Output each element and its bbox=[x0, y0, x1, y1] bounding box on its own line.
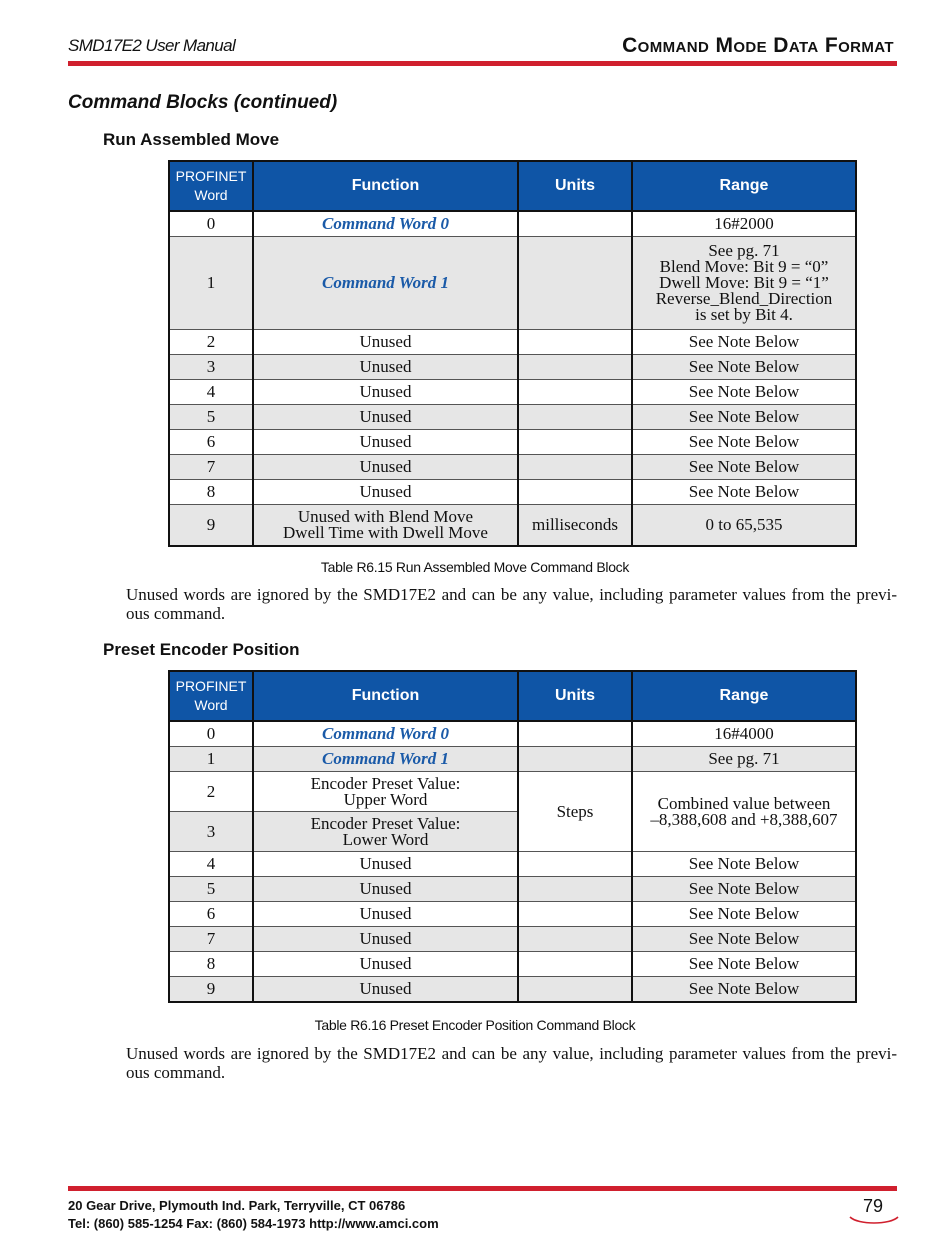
chapter-title: Command Mode Data Format bbox=[622, 34, 894, 57]
function-cell: Unused bbox=[253, 355, 518, 380]
word-cell: 0 bbox=[169, 211, 253, 237]
table2-caption: Table R6.16 Preset Encoder Position Command Block bbox=[314, 1017, 636, 1033]
function-cell: Unused bbox=[253, 405, 518, 430]
function-cell: Unused bbox=[253, 455, 518, 480]
table-row bbox=[169, 355, 856, 380]
range-cell: See Note Below bbox=[632, 455, 856, 480]
table1-note: Unused words are ignored by the SMD17E2 and can be any value, including parameter values from the previ-ous command. bbox=[126, 585, 897, 623]
function-cell: Command Word 0 bbox=[253, 721, 518, 747]
table-row bbox=[169, 877, 856, 902]
word-cell: 7 bbox=[169, 927, 253, 952]
table-row bbox=[169, 721, 856, 747]
footer-contact: Tel: (860) 585-1254 Fax: (860) 584-1973 http://www.amci.com bbox=[68, 1216, 439, 1231]
header-rule bbox=[68, 61, 897, 66]
footer-rule bbox=[68, 1186, 897, 1191]
table-row bbox=[169, 380, 856, 405]
units-cell bbox=[518, 480, 632, 505]
function-cell: Unused bbox=[253, 852, 518, 877]
header-units: Units bbox=[518, 161, 632, 211]
table-row bbox=[169, 902, 856, 927]
units-cell bbox=[518, 902, 632, 927]
word-cell: 9 bbox=[169, 977, 253, 1003]
range-cell: See Note Below bbox=[632, 330, 856, 355]
units-cell bbox=[518, 952, 632, 977]
table-row bbox=[169, 977, 856, 1003]
range-cell: 16#2000 bbox=[632, 211, 856, 237]
table-row bbox=[169, 455, 856, 480]
word-cell: 7 bbox=[169, 455, 253, 480]
range-cell: See Note Below bbox=[632, 977, 856, 1003]
word-cell: 9 bbox=[169, 505, 253, 547]
units-cell bbox=[518, 927, 632, 952]
range-cell: 0 to 65,535 bbox=[632, 505, 856, 547]
table-row bbox=[169, 480, 856, 505]
function-cell: Encoder Preset Value: Lower Word bbox=[253, 812, 518, 852]
header-range: Range bbox=[632, 671, 856, 721]
table-row bbox=[169, 952, 856, 977]
table-row bbox=[169, 747, 856, 772]
function-cell: Unused bbox=[253, 480, 518, 505]
units-cell bbox=[518, 852, 632, 877]
range-cell: See Note Below bbox=[632, 927, 856, 952]
units-cell: milliseconds bbox=[518, 505, 632, 547]
table-row bbox=[169, 772, 856, 812]
function-cell: Command Word 0 bbox=[253, 211, 518, 237]
table-row bbox=[169, 211, 856, 237]
units-cell bbox=[518, 405, 632, 430]
table1-title: Run Assembled Move bbox=[103, 130, 280, 149]
page-number: 79 bbox=[862, 1196, 884, 1216]
run-assembled-move-table bbox=[168, 160, 857, 547]
word-cell: 2 bbox=[169, 772, 253, 812]
function-cell: Command Word 1 bbox=[253, 237, 518, 330]
section-title: Command Blocks (continued) bbox=[68, 92, 338, 113]
table-row bbox=[169, 505, 856, 547]
word-cell: 1 bbox=[169, 237, 253, 330]
word-cell: 3 bbox=[169, 355, 253, 380]
range-cell: See Note Below bbox=[632, 355, 856, 380]
units-cell bbox=[518, 380, 632, 405]
table-header-row bbox=[169, 161, 856, 211]
table-row bbox=[169, 330, 856, 355]
units-cell bbox=[518, 747, 632, 772]
word-cell: 5 bbox=[169, 877, 253, 902]
word-cell: 6 bbox=[169, 902, 253, 927]
function-cell: Unused bbox=[253, 927, 518, 952]
function-cell: Unused bbox=[253, 380, 518, 405]
manual-title: SMD17E2 User Manual bbox=[68, 36, 236, 55]
units-cell bbox=[518, 355, 632, 380]
table-row bbox=[169, 237, 856, 330]
range-cell: See pg. 71 bbox=[632, 747, 856, 772]
range-cell: See Note Below bbox=[632, 380, 856, 405]
word-cell: 4 bbox=[169, 380, 253, 405]
range-cell: See Note Below bbox=[632, 480, 856, 505]
word-cell: 8 bbox=[169, 952, 253, 977]
range-cell: Combined value between –8,388,608 and +8,388,607 bbox=[632, 772, 856, 852]
range-cell: See pg. 71 Blend Move: Bit 9 = “0” Dwell Move: Bit 9 = “1” Reverse_Blend_Direction is set by Bit 4. bbox=[632, 237, 856, 330]
units-cell bbox=[518, 977, 632, 1003]
word-cell: 0 bbox=[169, 721, 253, 747]
header-units: Units bbox=[518, 671, 632, 721]
word-cell: 4 bbox=[169, 852, 253, 877]
units-cell: Steps bbox=[518, 772, 632, 852]
range-cell: See Note Below bbox=[632, 902, 856, 927]
range-cell: See Note Below bbox=[632, 877, 856, 902]
function-cell: Unused bbox=[253, 977, 518, 1003]
function-cell: Unused bbox=[253, 902, 518, 927]
header-profinet-word: PROFINET Word bbox=[169, 671, 253, 721]
table-header-row bbox=[169, 671, 856, 721]
word-cell: 1 bbox=[169, 747, 253, 772]
range-cell: See Note Below bbox=[632, 852, 856, 877]
table-row bbox=[169, 927, 856, 952]
header-profinet-word: PROFINET Word bbox=[169, 161, 253, 211]
word-cell: 5 bbox=[169, 405, 253, 430]
table2-title: Preset Encoder Position bbox=[103, 640, 300, 659]
table-row bbox=[169, 405, 856, 430]
header-function: Function bbox=[253, 161, 518, 211]
function-cell: Unused bbox=[253, 330, 518, 355]
units-cell bbox=[518, 330, 632, 355]
footer-address: 20 Gear Drive, Plymouth Ind. Park, Terryville, CT 06786 bbox=[68, 1198, 406, 1213]
header-function: Function bbox=[253, 671, 518, 721]
units-cell bbox=[518, 211, 632, 237]
table2-note: Unused words are ignored by the SMD17E2 and can be any value, including parameter values from the previ-ous command. bbox=[126, 1044, 897, 1082]
word-cell: 6 bbox=[169, 430, 253, 455]
function-cell: Unused bbox=[253, 952, 518, 977]
word-cell: 3 bbox=[169, 812, 253, 852]
function-cell: Unused with Blend Move Dwell Time with Dwell Move bbox=[253, 505, 518, 547]
word-cell: 8 bbox=[169, 480, 253, 505]
units-cell bbox=[518, 237, 632, 330]
range-cell: See Note Below bbox=[632, 430, 856, 455]
word-cell: 2 bbox=[169, 330, 253, 355]
range-cell: See Note Below bbox=[632, 405, 856, 430]
header-range: Range bbox=[632, 161, 856, 211]
table-row bbox=[169, 852, 856, 877]
page-number-swoosh-icon bbox=[848, 1210, 900, 1224]
range-cell: See Note Below bbox=[632, 952, 856, 977]
function-cell: Unused bbox=[253, 877, 518, 902]
function-cell: Encoder Preset Value: Upper Word bbox=[253, 772, 518, 812]
function-cell: Command Word 1 bbox=[253, 747, 518, 772]
table-row bbox=[169, 430, 856, 455]
range-cell: 16#4000 bbox=[632, 721, 856, 747]
preset-encoder-position-table bbox=[168, 670, 857, 1003]
units-cell bbox=[518, 877, 632, 902]
function-cell: Unused bbox=[253, 430, 518, 455]
units-cell bbox=[518, 721, 632, 747]
table1-caption: Table R6.15 Run Assembled Move Command Block bbox=[320, 559, 630, 575]
units-cell bbox=[518, 455, 632, 480]
units-cell bbox=[518, 430, 632, 455]
